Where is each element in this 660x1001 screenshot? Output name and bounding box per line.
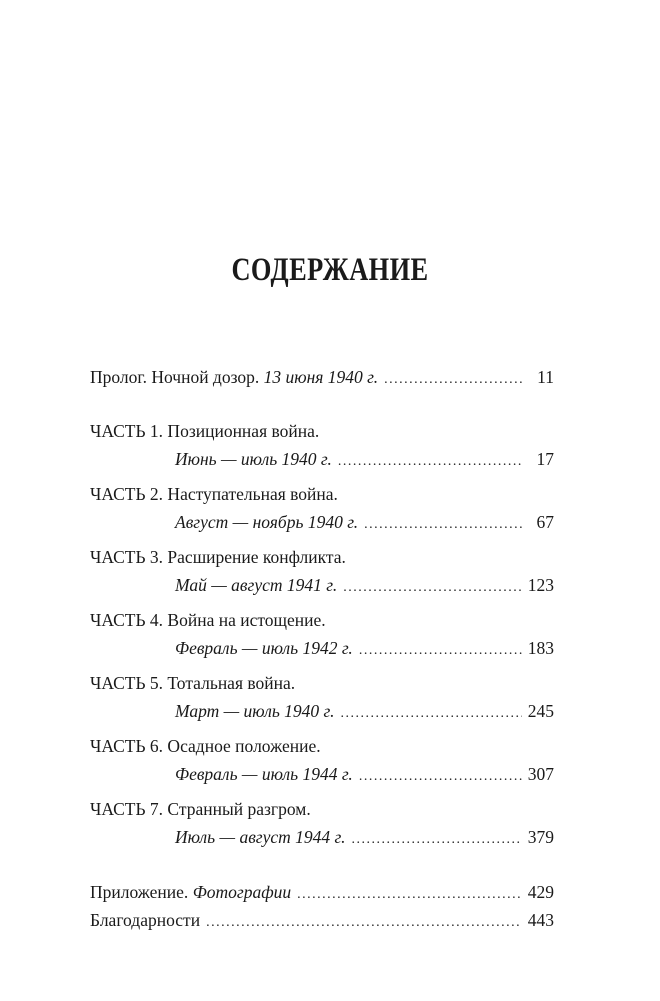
dot-leader — [206, 909, 522, 937]
toc-page-number: 245 — [527, 701, 554, 721]
toc-page-number: 67 — [536, 512, 554, 532]
toc-page-number: 379 — [527, 827, 554, 847]
dot-leader — [359, 637, 522, 665]
toc-entry-part-7[interactable] — [90, 795, 554, 851]
dot-leader — [338, 448, 522, 476]
table-of-contents — [90, 363, 554, 934]
toc-part-heading: ЧАСТЬ 7. Странный разгром. — [90, 799, 311, 819]
page-title: СОДЕРЖАНИЕ — [231, 252, 429, 288]
toc-part-dates: Август — ноябрь 1940 г. — [175, 512, 359, 532]
toc-entry-thanks[interactable] — [90, 906, 554, 934]
toc-part-dates: Июль — август 1944 г. — [175, 827, 346, 847]
toc-part-heading: ЧАСТЬ 1. Позиционная война. — [90, 421, 320, 441]
toc-page-number: 429 — [527, 882, 554, 902]
toc-entry-part-5[interactable] — [90, 669, 554, 725]
toc-part-dates: Март — июль 1940 г. — [175, 701, 335, 721]
toc-entry-label: Благодарности — [90, 910, 201, 930]
toc-page-number: 11 — [537, 367, 554, 387]
toc-part-heading: ЧАСТЬ 6. Осадное положение. — [90, 736, 321, 756]
toc-entry-part-1[interactable] — [90, 417, 554, 473]
toc-entry-part-3[interactable] — [90, 543, 554, 599]
toc-entry-part-4[interactable] — [90, 606, 554, 662]
dot-leader — [364, 511, 522, 539]
dot-leader — [352, 826, 522, 854]
toc-page-number: 17 — [536, 449, 554, 469]
toc-part-dates: Июнь — июль 1940 г. — [175, 449, 332, 469]
dot-leader — [341, 700, 522, 728]
toc-entry-appendix[interactable] — [90, 878, 554, 906]
dot-leader — [384, 366, 522, 394]
toc-entry-part-6[interactable] — [90, 732, 554, 788]
toc-entry-part-2[interactable] — [90, 480, 554, 536]
toc-part-dates: Май — август 1941 г. — [175, 575, 338, 595]
dot-leader — [343, 574, 522, 602]
toc-part-dates: Февраль — июль 1944 г. — [175, 764, 353, 784]
toc-page-number: 443 — [527, 910, 554, 930]
toc-page-number: 307 — [527, 764, 554, 784]
toc-part-dates: Февраль — июль 1942 г. — [175, 638, 353, 658]
toc-part-heading: ЧАСТЬ 4. Война на истощение. — [90, 610, 326, 630]
toc-part-heading: ЧАСТЬ 2. Наступательная война. — [90, 484, 338, 504]
toc-page-number: 183 — [527, 638, 554, 658]
toc-entry-label: Приложение. Фотографии — [90, 882, 292, 902]
dot-leader — [297, 881, 522, 909]
toc-entry-prologue[interactable] — [90, 363, 554, 391]
toc-part-heading: ЧАСТЬ 3. Расширение конфликта. — [90, 547, 346, 567]
dot-leader — [359, 763, 522, 791]
toc-entry-label: Пролог. Ночной дозор. 13 июня 1940 г. — [90, 367, 379, 387]
toc-part-heading: ЧАСТЬ 5. Тотальная война. — [90, 673, 296, 693]
toc-page-number: 123 — [527, 575, 554, 595]
